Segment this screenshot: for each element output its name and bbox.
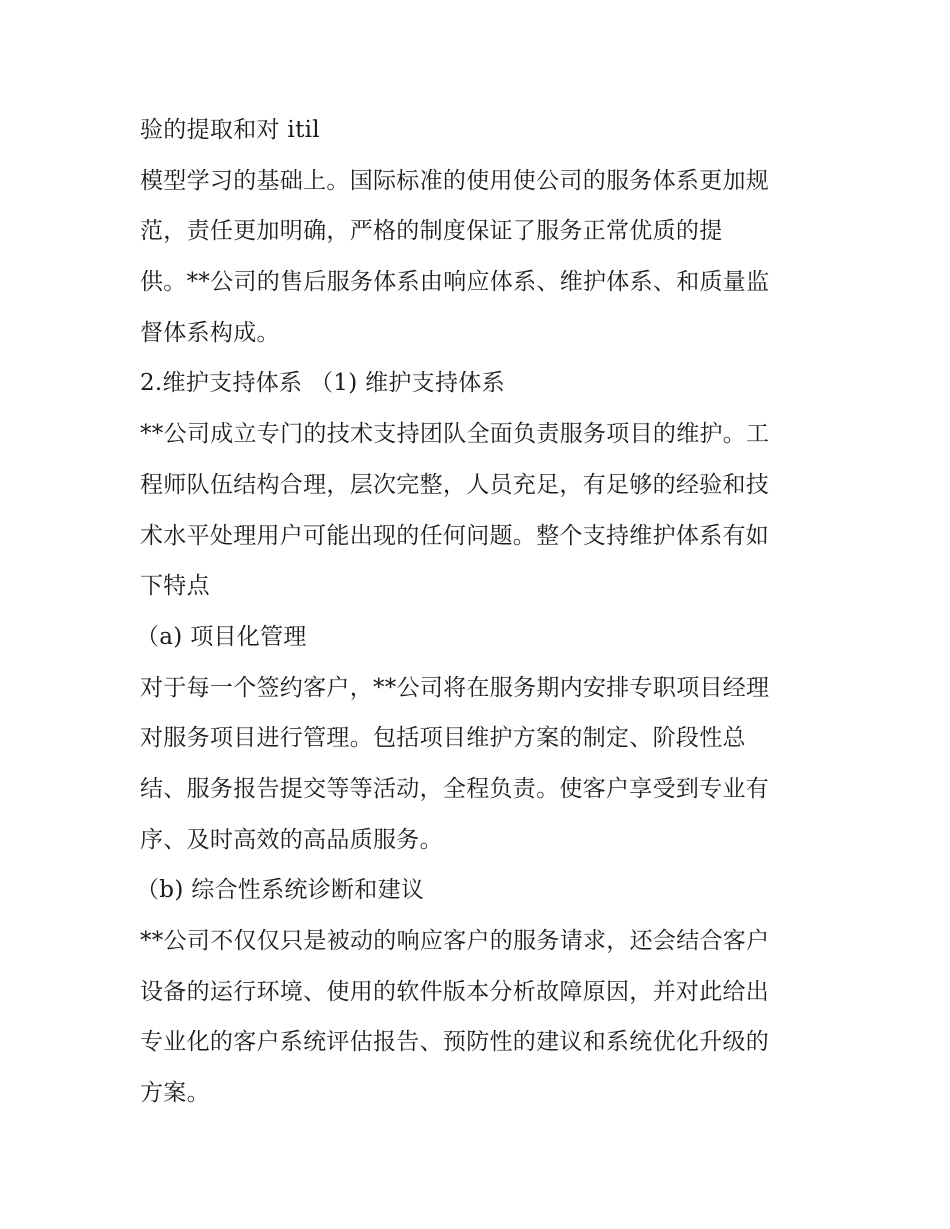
text-line: 下特点 xyxy=(140,573,210,599)
subsection-heading: （b) 综合性系统诊断和建议 xyxy=(136,877,425,903)
text-line: 专业化的客户系统评估报告、预防性的建议和系统优化升级的 xyxy=(140,1029,770,1055)
text-line: 对于每一个签约客户，**公司将在服务期内安排专职项目经理 xyxy=(140,675,770,701)
text-line: 供。**公司的售后服务体系由响应体系、维护体系、和质量监 xyxy=(140,269,770,295)
text-line: 设备的运行环境、使用的软件版本分析故障原因，并对此给出 xyxy=(140,979,770,1005)
text-line: 方案。 xyxy=(140,1080,210,1106)
text-line: **公司不仅仅只是被动的响应客户的服务请求，还会结合客户 xyxy=(140,928,770,954)
text-line: 模型学习的基础上。国际标准的使用使公司的服务体系更加规 xyxy=(140,168,770,194)
text-line: 结、服务报告提交等等活动，全程负责。使客户享受到专业有 xyxy=(140,776,770,802)
text-line: 范，责任更加明确，严格的制度保证了服务正常优质的提 xyxy=(140,218,723,244)
text-line: 术水平处理用户可能出现的任何问题。整个支持维护体系有如 xyxy=(140,523,770,549)
text-line: 督体系构成。 xyxy=(140,320,280,346)
text-line: **公司成立专门的技术支持团队全面负责服务项目的维护。工 xyxy=(140,421,770,447)
text-line: 程师队伍结构合理，层次完整，人员充足，有足够的经验和技 xyxy=(140,472,770,498)
section-heading: 2.维护支持体系 （1) 维护支持体系 xyxy=(140,370,505,396)
subsection-heading: （a) 项目化管理 xyxy=(136,624,307,650)
text-line: 序、及时高效的高品质服务。 xyxy=(140,827,443,853)
text-line: 对服务项目进行管理。包括项目维护方案的制定、阶段性总 xyxy=(140,725,746,751)
text-line: 验的提取和对 itil xyxy=(140,117,320,143)
